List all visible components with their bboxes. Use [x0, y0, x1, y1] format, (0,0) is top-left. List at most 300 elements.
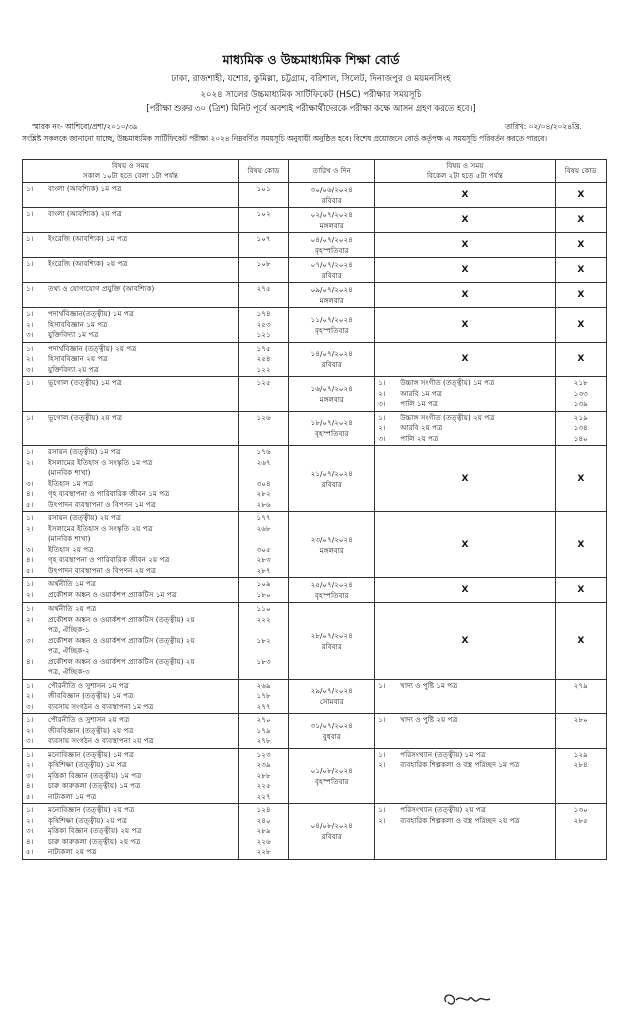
day-value: বৃহস্পতিবার: [315, 246, 349, 255]
subject-code: ২৭৫: [256, 284, 271, 293]
memo-date: তারিখ: ০২/০৪/২০২৪খ্রি.: [505, 122, 582, 131]
table-row: [23, 804, 607, 860]
morning-codes: [238, 411, 288, 446]
subject-item: [26, 320, 235, 331]
subject-code: ২১৮: [573, 378, 588, 387]
subject-item: [26, 657, 235, 668]
subject-code: ১০৯: [256, 579, 271, 588]
no-exam-mark: X: [555, 512, 606, 578]
subject-number: ১।: [378, 378, 386, 387]
subject-code: ১৮২: [256, 635, 271, 645]
subject-number: ৩।: [26, 826, 34, 835]
subject-code: ২৭৮: [256, 736, 271, 745]
no-exam-mark: X: [375, 258, 555, 283]
morning-codes: [238, 748, 288, 804]
subject-name: নাট্যকলা ২য় পত্র: [48, 847, 97, 856]
date-value: ০১/০৮/২০২৪: [310, 765, 353, 775]
subject-code: ১২৯: [573, 749, 588, 759]
subject-name: পত্র, ঐচ্ছিক-৩: [48, 667, 90, 676]
subject-name: পরিসংখ্যান (তত্ত্বীয়) ২য় পত্র: [400, 805, 486, 814]
no-exam-mark: X: [375, 233, 555, 258]
subject-code: ১৪০: [573, 433, 588, 443]
subject-name: ইংরেজি (আবশ্যিক) ২য় পত্র: [48, 259, 128, 268]
subject-code: ১২৬: [256, 412, 271, 422]
no-exam-mark: X: [375, 578, 555, 603]
morning-subjects: [23, 714, 239, 749]
subject-number: ১।: [26, 447, 34, 456]
subject-code: ১৭৪: [256, 309, 271, 318]
subject-number: ১।: [26, 805, 34, 814]
subject-number: ২।: [26, 457, 34, 467]
subject-code: ১০১: [256, 184, 271, 193]
table-row: [23, 714, 607, 749]
subject-code: ২২২: [256, 614, 271, 624]
subject-name: পৌরনীতি ও সুশাসন ১ম পত্র: [48, 680, 129, 690]
subject-name: পরিসংখ্যান (তত্ত্বীয়) ১ম পত্র: [400, 749, 486, 759]
subject-code: ২৮৪: [573, 760, 588, 769]
subject-code: ২৬৯: [256, 680, 271, 690]
day-value: মঙ্গলবার: [319, 296, 344, 305]
subject-number: ৪।: [26, 656, 34, 666]
no-exam-mark: X: [375, 603, 555, 680]
subject-code: ২৮৩: [256, 555, 271, 564]
subject-code: ২৮৮: [256, 770, 271, 780]
subject-number: ৪।: [26, 555, 34, 564]
evening-subjects: [375, 714, 555, 749]
subject-code: ৩০৫: [256, 544, 271, 554]
subject-item: [26, 615, 235, 626]
subject-number: ১।: [26, 412, 34, 422]
day-value: রবিবার: [321, 479, 342, 489]
subject-name: জীববিজ্ঞান (তত্ত্বীয়) ২য় পত্র: [48, 725, 134, 735]
subject-item: [26, 555, 235, 566]
subject-code: ২৭৯: [573, 680, 588, 690]
morning-codes: [238, 679, 288, 714]
evening-codes: [555, 748, 606, 804]
subject-name: খাদ্য ও পুষ্টি ১ম পত্র: [400, 680, 458, 690]
subject-number: ২।: [26, 354, 34, 363]
subject-item: [26, 513, 235, 524]
subject-name: উৎপাদন ব্যবস্থাপনা ও বিপণন ২য় পত্র: [48, 565, 157, 575]
date-value: ১৮/০৭/২০২৪: [310, 418, 353, 428]
subject-name: ইতিহাস ১ম পত্র: [48, 478, 94, 488]
day-value: বুধবার: [322, 731, 341, 741]
subject-code: ২২৫: [256, 781, 271, 790]
morning-codes: [238, 578, 288, 603]
no-exam-mark: X: [555, 308, 606, 343]
morning-subjects: [23, 342, 239, 377]
subject-item: [378, 399, 551, 410]
morning-subjects: [23, 308, 239, 343]
subject-code: ২৮২: [256, 489, 271, 498]
subject-name: পত্র, ঐচ্ছিক-২: [48, 646, 90, 655]
subject-item: [26, 636, 235, 647]
date-value: ৩০/০৬/২০২৪: [310, 185, 353, 194]
subject-number: ৫।: [26, 499, 34, 509]
no-exam-mark: X: [375, 208, 555, 233]
subject-name: ব্যবহারিক শিল্পকলা ও বস্ত্র পরিচ্ছদ ২য় পত্র: [400, 815, 520, 825]
subject-code: ২৬৮: [256, 523, 271, 533]
subject-code: ১৩০: [573, 805, 588, 814]
subject-name: চারু কারুকলা (তত্ত্বীয়) ২য় পত্র: [48, 836, 141, 846]
subject-name: আরবি ১ম পত্র: [400, 388, 443, 398]
subject-number: ৫।: [26, 791, 34, 801]
no-exam-mark: X: [555, 578, 606, 603]
subject-number: ৩।: [26, 736, 34, 745]
subject-code: ১২১: [256, 330, 271, 339]
subject-number: ১।: [26, 209, 34, 218]
subject-item: [378, 805, 551, 816]
subject-number: ১।: [26, 284, 34, 293]
subject-item: [26, 534, 235, 545]
table-row: [23, 578, 607, 603]
exam-date: [289, 578, 375, 603]
subject-code: ১৭৯: [256, 725, 271, 735]
subject-code: [242, 534, 285, 545]
date-value: ০৭/০৭/২০২৪: [310, 260, 353, 269]
signature: [438, 988, 498, 1010]
morning-subjects: [23, 283, 239, 308]
subject-name: (মানবিক শাখা): [48, 468, 91, 477]
subject-item: [26, 309, 235, 320]
subject-number: ২।: [378, 388, 386, 398]
subject-number: ১।: [378, 749, 386, 759]
evening-subjects: [375, 411, 555, 446]
subject-code: ২১৯: [573, 412, 588, 422]
subject-code: ২২৬: [256, 836, 271, 846]
subject-number: ১।: [26, 604, 34, 613]
exam-date: [289, 258, 375, 283]
subject-name: অর্থনীতি ১ম পত্র: [48, 579, 97, 588]
table-row: [23, 208, 607, 233]
exam-date: [289, 233, 375, 258]
table-row: [23, 411, 607, 446]
subject-item: [26, 736, 235, 747]
subject-code: ২৭০: [256, 715, 271, 724]
subject-number: ২।: [26, 815, 34, 825]
date-value: ০৯/০৭/২০২৪: [310, 285, 353, 294]
subject-code: ১০৮: [256, 259, 271, 268]
subject-code: ১৭৭: [256, 513, 271, 522]
subject-code: ১৩৪: [573, 423, 588, 432]
subject-name: ব্যবসায় সংগঠন ও ব্যবস্থাপনা ২য় পত্র: [48, 736, 154, 745]
date-value: ২৮/০৭/২০২৪: [310, 630, 353, 640]
date-value: ০৪/০৮/২০২৪: [310, 821, 353, 831]
no-exam-mark: X: [555, 233, 606, 258]
subject-code: ২৪০: [256, 815, 271, 825]
morning-subjects: [23, 233, 239, 258]
subject-code: ১৮৩: [256, 656, 271, 666]
subject-item: [26, 184, 235, 195]
date-value: ২১/০৭/২০২৪: [310, 468, 353, 478]
subject-item: [378, 681, 551, 692]
exam-date: [289, 512, 375, 578]
subject-name: গৃহ ব্যবস্থাপনা ও পারিবারিক জীবন ২য় পত্র: [48, 555, 170, 564]
morning-codes: [238, 208, 288, 233]
subject-item: [26, 447, 235, 458]
evening-codes: [555, 679, 606, 714]
subject-code: [242, 646, 285, 657]
subject-name: মৃত্তিকা বিজ্ঞান (তত্ত্বীয়) ২য় পত্র: [48, 826, 142, 835]
table-row: [23, 679, 607, 714]
subject-item: [378, 760, 551, 771]
day-value: মঙ্গলবার: [319, 545, 344, 555]
evening-subjects: [375, 679, 555, 714]
subject-name: উচ্চাঙ্গ সংগীত (তত্ত্বীয়) ১ম পত্র: [400, 378, 495, 387]
board-title: মাধ্যমিক ও উচ্চমাধ্যমিক শিক্ষা বোর্ড: [222, 52, 400, 67]
subject-item: [26, 667, 235, 678]
exam-date: [289, 714, 375, 749]
subject-item: [26, 760, 235, 771]
morning-codes: [238, 308, 288, 343]
subject-number: ১।: [378, 715, 386, 724]
subject-item: [26, 579, 235, 590]
subject-item: [26, 646, 235, 657]
table-row: [23, 446, 607, 512]
subject-name: রসায়ন (তত্ত্বীয়) ১ম পত্র: [48, 447, 121, 456]
subject-number: ২।: [26, 589, 34, 599]
morning-codes: [238, 283, 288, 308]
subject-number: ১।: [26, 234, 34, 243]
subject-item: [26, 781, 235, 792]
subject-code: ১২৩: [256, 749, 271, 759]
subject-name: মনোবিজ্ঞান (তত্ত্বীয়) ১ম পত্র: [48, 749, 135, 759]
no-exam-mark: X: [375, 512, 555, 578]
table-header-row: [23, 160, 607, 183]
subject-number: ৫।: [26, 565, 34, 575]
day-value: বৃহস্পতিবার: [315, 776, 349, 786]
no-exam-mark: X: [555, 603, 606, 680]
morning-subjects: [23, 377, 239, 412]
subject-item: [26, 413, 235, 424]
subject-code: ২৬৭: [256, 457, 271, 467]
table-row: [23, 308, 607, 343]
subject-name: ব্যবহারিক শিল্পকলা ও বস্ত্র পরিচ্ছদ ১ম পত্র: [400, 760, 520, 769]
evening-subjects: [375, 804, 555, 860]
subject-code: ২৮৬: [256, 499, 271, 509]
subject-name: প্রকৌশল অঙ্কন ও ওয়ার্কশপ প্র্যাকটিস (তত্ত্বীয়) ২য়: [48, 635, 195, 645]
subject-number: [26, 646, 48, 657]
date-value: ২৩/০৭/২০২৪: [310, 534, 353, 544]
morning-subjects: [23, 183, 239, 208]
subject-item: [26, 681, 235, 692]
subject-number: ১।: [378, 680, 386, 690]
date-value: ০৪/০৭/২০২৪: [310, 235, 353, 244]
morning-subjects: [23, 208, 239, 233]
morning-codes: [238, 512, 288, 578]
subject-number: ৪।: [26, 836, 34, 846]
no-exam-mark: X: [555, 183, 606, 208]
subject-name: পালি ১ম পত্র: [400, 399, 439, 408]
subject-item: [26, 479, 235, 490]
subject-item: [378, 434, 551, 445]
subject-item: [26, 750, 235, 761]
subject-number: ১।: [26, 715, 34, 724]
date-value: ১৪/০৭/২০২৪: [310, 349, 353, 359]
morning-subjects: [23, 804, 239, 860]
subject-name: উৎপাদন ব্যবস্থাপনা ও বিপণন ১ম পত্র: [48, 499, 156, 509]
evening-codes: [555, 411, 606, 446]
subject-name: কৃষিশিক্ষা (তত্ত্বীয়) ২য় পত্র: [48, 815, 127, 825]
subject-name: মৃত্তিকা বিজ্ঞান (তত্ত্বীয়) ১ম পত্র: [48, 770, 142, 780]
subject-item: [26, 837, 235, 848]
subject-item: [378, 423, 551, 434]
subject-number: ৩।: [26, 770, 34, 780]
subject-number: [26, 625, 48, 636]
exam-date: [289, 804, 375, 860]
morning-subjects: [23, 258, 239, 283]
subject-code: ২৮০: [573, 715, 588, 724]
subject-number: [26, 534, 48, 545]
subject-code: [242, 468, 285, 479]
morning-codes: [238, 804, 288, 860]
subject-number: ২।: [378, 423, 386, 432]
subject-number: ৪।: [26, 489, 34, 498]
no-exam-mark: X: [555, 446, 606, 512]
subject-item: [378, 715, 551, 726]
no-exam-mark: X: [375, 183, 555, 208]
board-cities: ঢাকা, রাজশাহী, যশোর, কুমিল্লা, চট্টগ্রাম, বরিশাল, সিলেট, দিনাজপুর ও ময়মনসিংহ: [171, 74, 451, 84]
day-value: বৃহস্পতিবার: [315, 429, 349, 439]
subject-code: ২৫৩: [256, 319, 271, 329]
no-exam-mark: X: [555, 342, 606, 377]
subject-code: ১৭৫: [256, 343, 271, 353]
day-value: রবিবার: [321, 832, 342, 842]
subject-name: নাট্যকলা ১ম পত্র: [48, 791, 97, 801]
subject-name: তথ্য ও যোগাযোগ প্রযুক্তি (আবশ্যিক): [48, 284, 155, 293]
subject-item: [26, 726, 235, 737]
subject-item: [378, 389, 551, 400]
subject-name: রসায়ন (তত্ত্বীয়) ২য় পত্র: [48, 513, 122, 522]
exam-date: [289, 748, 375, 804]
day-value: মঙ্গলবার: [319, 221, 344, 230]
subject-name: বাংলা (আবশ্যিক) ২য় পত্র: [48, 209, 122, 218]
morning-subjects: [23, 446, 239, 512]
subject-item: [26, 590, 235, 601]
subject-item: [26, 330, 235, 341]
subject-number: ৪।: [26, 781, 34, 790]
subject-name: প্রকৌশল অঙ্কন ও ওয়ার্কশপ প্র্যাকটিস (তত্ত্বীয়) ২য়: [48, 614, 195, 624]
morning-codes: [238, 258, 288, 283]
day-value: সোমবার: [319, 697, 344, 707]
subject-name: হিসাববিজ্ঞান ২য় পত্র: [48, 354, 108, 363]
subject-name: জীববিজ্ঞান (তত্ত্বীয়) ১ম পত্র: [48, 691, 134, 700]
no-exam-mark: X: [375, 342, 555, 377]
morning-subjects: [23, 679, 239, 714]
subject-number: ১।: [26, 579, 34, 588]
header-code-2: বিষয় কোড: [555, 160, 606, 183]
exam-date: [289, 603, 375, 680]
subject-item: [26, 771, 235, 782]
day-value: রবিবার: [321, 271, 342, 280]
subject-item: [26, 545, 235, 556]
exam-date: [289, 208, 375, 233]
subject-item: [26, 489, 235, 500]
subject-code: ২২৮: [256, 847, 271, 856]
subject-number: ১।: [26, 378, 34, 387]
subject-name: পদার্থবিজ্ঞান(তত্ত্বীয়) ১ম পত্র: [48, 309, 134, 318]
subject-item: [378, 750, 551, 761]
evening-codes: [555, 804, 606, 860]
day-value: বৃহস্পতিবার: [315, 591, 349, 600]
day-value: রবিবার: [321, 196, 342, 205]
subject-code: ১০২: [256, 209, 271, 218]
subject-name: পৌরনীতি ও সুশাসন ২য় পত্র: [48, 715, 130, 724]
subject-item: [26, 344, 235, 355]
morning-subjects: [23, 578, 239, 603]
subject-item: [378, 816, 551, 827]
subject-number: ২।: [26, 319, 34, 329]
subject-name: হিসাববিজ্ঞান ১ম পত্র: [48, 319, 108, 329]
subject-item: [26, 234, 235, 245]
memo-reference: স্মারক নং- আশিবো/প্রশা/২০১০/৩৯: [32, 122, 138, 131]
table-row: [23, 233, 607, 258]
subject-item: [26, 566, 235, 577]
subject-name: ইংরেজি (আবশ্যিক) ১ম পত্র: [48, 234, 128, 243]
subject-number: ২।: [26, 760, 34, 769]
subject-item: [26, 458, 235, 469]
subject-number: ১।: [378, 805, 386, 814]
subject-code: ২৫৪: [256, 354, 271, 363]
subject-item: [26, 604, 235, 615]
subject-number: ১।: [26, 680, 34, 690]
exam-instruction: [পরীক্ষা শুরুর ৩০ (ত্রিশ) মিনিট পূর্বে অবশ্যই পরীক্ষার্থীদেরকে পরীক্ষা কক্ষে আসন গ্রহণ করতে হবে।]: [146, 103, 476, 113]
morning-subjects: [23, 603, 239, 680]
table-row: [23, 342, 607, 377]
subject-number: ১।: [378, 412, 386, 422]
header-morning: বিষয় ও সময় সকাল ১০টা হতে বেলা ১টা পর্যন্ত: [23, 160, 239, 183]
subject-item: [26, 805, 235, 816]
subject-item: [26, 715, 235, 726]
subject-item: [26, 524, 235, 535]
no-exam-mark: X: [375, 283, 555, 308]
subject-code: [242, 667, 285, 678]
subject-number: ২।: [26, 725, 34, 735]
morning-codes: [238, 183, 288, 208]
subject-code: ২৩৯: [256, 760, 271, 769]
exam-date: [289, 342, 375, 377]
morning-codes: [238, 446, 288, 512]
subject-code: ১২৪: [256, 805, 271, 814]
subject-name: ইসলামের ইতিহাস ও সংস্কৃতি ১ম পত্র: [48, 457, 153, 467]
subject-name: প্রকৌশল অঙ্কন ও ওয়ার্কশপ প্র্যাকটিস ১ম পত্র: [48, 589, 177, 599]
notice-text: সংশ্লিষ্ট সকলকে জানানো যাচ্ছে, উচ্চমাধ্যমিক সার্টিফিকেট পরীক্ষা ২০২৪ নিম্নবর্ণিত সময়সূচি অনুযায়ী অনুষ্ঠিত হবে। বিশেষ প্রয়োজনে বোর্ড কর্তৃপক্ষ এ সময়সূচি পরিবর্তন করতে পারবে।: [22, 134, 547, 143]
exam-date: [289, 283, 375, 308]
table-row: [23, 283, 607, 308]
morning-subjects: [23, 512, 239, 578]
subject-name: যুক্তিবিদ্যা ২য় পত্র: [48, 364, 99, 374]
exam-schedule-table: [22, 159, 607, 860]
subject-name: যুক্তিবিদ্যা ১ম পত্র: [48, 330, 99, 339]
subject-name: ভূগোল (তত্ত্বীয়) ১ম পত্র: [48, 378, 122, 387]
subject-number: ২।: [26, 691, 34, 700]
date-value: ৩১/০৭/২০২৪: [310, 720, 353, 730]
subject-item: [26, 354, 235, 365]
subject-number: ২।: [26, 523, 34, 533]
date-value: ২৫/০৭/২০২৪: [310, 580, 353, 589]
subject-number: ১।: [26, 343, 34, 353]
subject-code: [242, 625, 285, 636]
subject-number: ৩।: [378, 433, 386, 443]
subject-number: ৩।: [26, 544, 34, 554]
subject-name: পত্র, ঐচ্ছিক-১: [48, 625, 90, 634]
subject-item: [26, 625, 235, 636]
schedule-title: ২০২৪ সালের উচ্চমাধ্যমিক সার্টিফিকেট (HSC) পরীক্ষার সময়সূচি: [200, 90, 422, 100]
subject-name: খাদ্য ও পুষ্টি ২য় পত্র: [400, 715, 458, 724]
subject-item: [26, 284, 235, 295]
subject-item: [26, 378, 235, 389]
morning-codes: [238, 233, 288, 258]
